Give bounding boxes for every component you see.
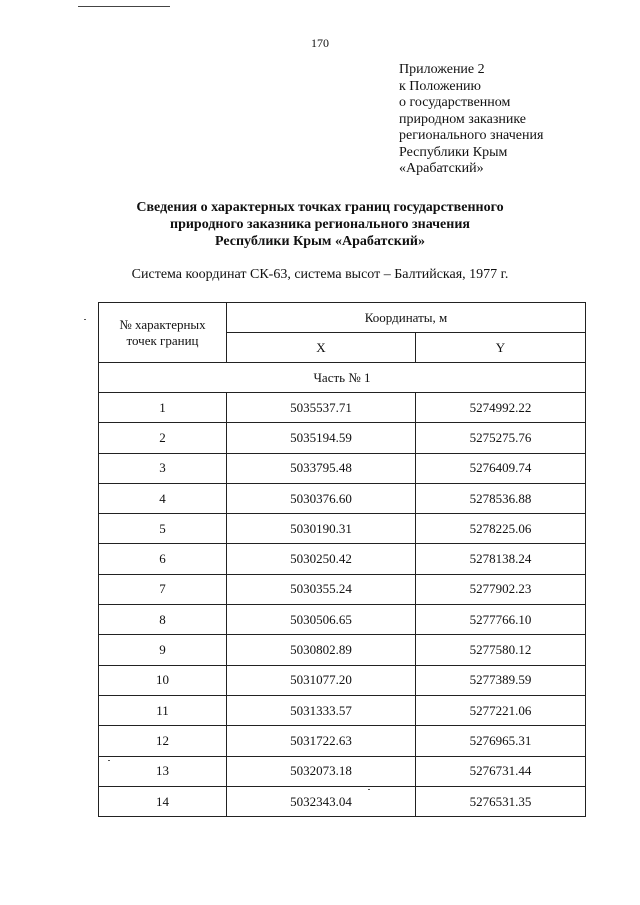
y-coordinate-cell: 5276409.74 [416, 453, 586, 483]
table-row [99, 635, 586, 665]
scan-speck [108, 760, 110, 761]
point-number-cell: 8 [99, 605, 227, 635]
x-coordinate-cell: 5030355.24 [227, 574, 416, 604]
appendix-line: о государственном [399, 95, 511, 110]
coordinate-system-note: Система координат СК-63, система высот – Балтийская, 1977 г. [131, 267, 509, 282]
y-coordinate-cell: 5277902.23 [416, 574, 586, 604]
y-coordinate-cell: 5277580.12 [416, 635, 586, 665]
scan-speck [368, 789, 370, 790]
table-row [99, 544, 586, 574]
y-coordinate-cell: 5278225.06 [416, 514, 586, 544]
table-row [99, 605, 586, 635]
point-number-cell: 9 [99, 635, 227, 665]
x-coordinate-cell: 5030250.42 [227, 544, 416, 574]
x-coordinate-cell: 5030376.60 [227, 483, 416, 513]
point-number-cell: 6 [99, 544, 227, 574]
x-coordinate-cell: 5032073.18 [227, 756, 416, 786]
header-point-number [99, 303, 227, 363]
top-rule [78, 6, 170, 7]
section-label: Часть № 1 [99, 363, 586, 393]
point-number-cell: 3 [99, 453, 227, 483]
table-row [99, 786, 586, 816]
title-line: природного заказника регионального значения [170, 217, 470, 232]
table-row [99, 453, 586, 483]
scan-speck [84, 319, 86, 320]
appendix-line: Республики Крым [399, 144, 508, 160]
point-number-cell: 14 [99, 786, 227, 816]
y-coordinate-cell: 5276965.31 [416, 726, 586, 756]
header-y: Y [416, 333, 586, 363]
point-number-cell: 12 [99, 726, 227, 756]
header-point-line: точек границ [126, 332, 199, 348]
title-line: Республики Крым «Арабатский» [215, 234, 425, 249]
table-row [99, 423, 586, 453]
y-coordinate-cell: 5275275.76 [416, 423, 586, 453]
point-number-cell: 2 [99, 423, 227, 453]
table-row [99, 726, 586, 756]
y-coordinate-cell: 5276531.35 [416, 786, 586, 816]
point-number-cell: 5 [99, 514, 227, 544]
table-row [99, 393, 586, 423]
appendix-line: к Положению [399, 78, 482, 94]
header-point-line: № характерных [119, 316, 206, 332]
x-coordinate-cell: 5035194.59 [227, 423, 416, 453]
point-number-cell: 4 [99, 483, 227, 513]
y-coordinate-cell: 5274992.22 [416, 393, 586, 423]
point-number-cell: 1 [99, 393, 227, 423]
y-coordinate-cell: 5276731.44 [416, 756, 586, 786]
x-coordinate-cell: 5031077.20 [227, 665, 416, 695]
point-number-cell: 11 [99, 695, 227, 725]
y-coordinate-cell: 5277221.06 [416, 695, 586, 725]
point-number-cell: 7 [99, 574, 227, 604]
appendix-line: «Арабатский» [399, 161, 484, 176]
table-row [99, 514, 586, 544]
header-coordinates: Координаты, м [227, 303, 586, 333]
x-coordinate-cell: 5030506.65 [227, 605, 416, 635]
y-coordinate-cell: 5277389.59 [416, 665, 586, 695]
title-line: Сведения о характерных точках границ государственного [136, 200, 504, 215]
x-coordinate-cell: 5031333.57 [227, 695, 416, 725]
y-coordinate-cell: 5278536.88 [416, 483, 586, 513]
appendix-block [399, 62, 543, 178]
point-number-cell: 10 [99, 665, 227, 695]
x-coordinate-cell: 5030190.31 [227, 514, 416, 544]
y-coordinate-cell: 5278138.24 [416, 544, 586, 574]
appendix-line: Приложение 2 [399, 62, 485, 77]
x-coordinate-cell: 5032343.04 [227, 786, 416, 816]
document-title [0, 199, 640, 250]
table-row [99, 695, 586, 725]
header-x: X [227, 333, 416, 363]
table-row [99, 665, 586, 695]
x-coordinate-cell: 5035537.71 [227, 393, 416, 423]
appendix-line: регионального значения [399, 128, 544, 143]
x-coordinate-cell: 5030802.89 [227, 635, 416, 665]
appendix-line: природном заказнике [399, 111, 527, 127]
x-coordinate-cell: 5031722.63 [227, 726, 416, 756]
coordinates-table [98, 302, 586, 817]
table-row [99, 574, 586, 604]
x-coordinate-cell: 5033795.48 [227, 453, 416, 483]
page-number: 170 [311, 36, 329, 50]
table-row [99, 483, 586, 513]
point-number-cell: 13 [99, 756, 227, 786]
y-coordinate-cell: 5277766.10 [416, 605, 586, 635]
table-row [99, 756, 586, 786]
